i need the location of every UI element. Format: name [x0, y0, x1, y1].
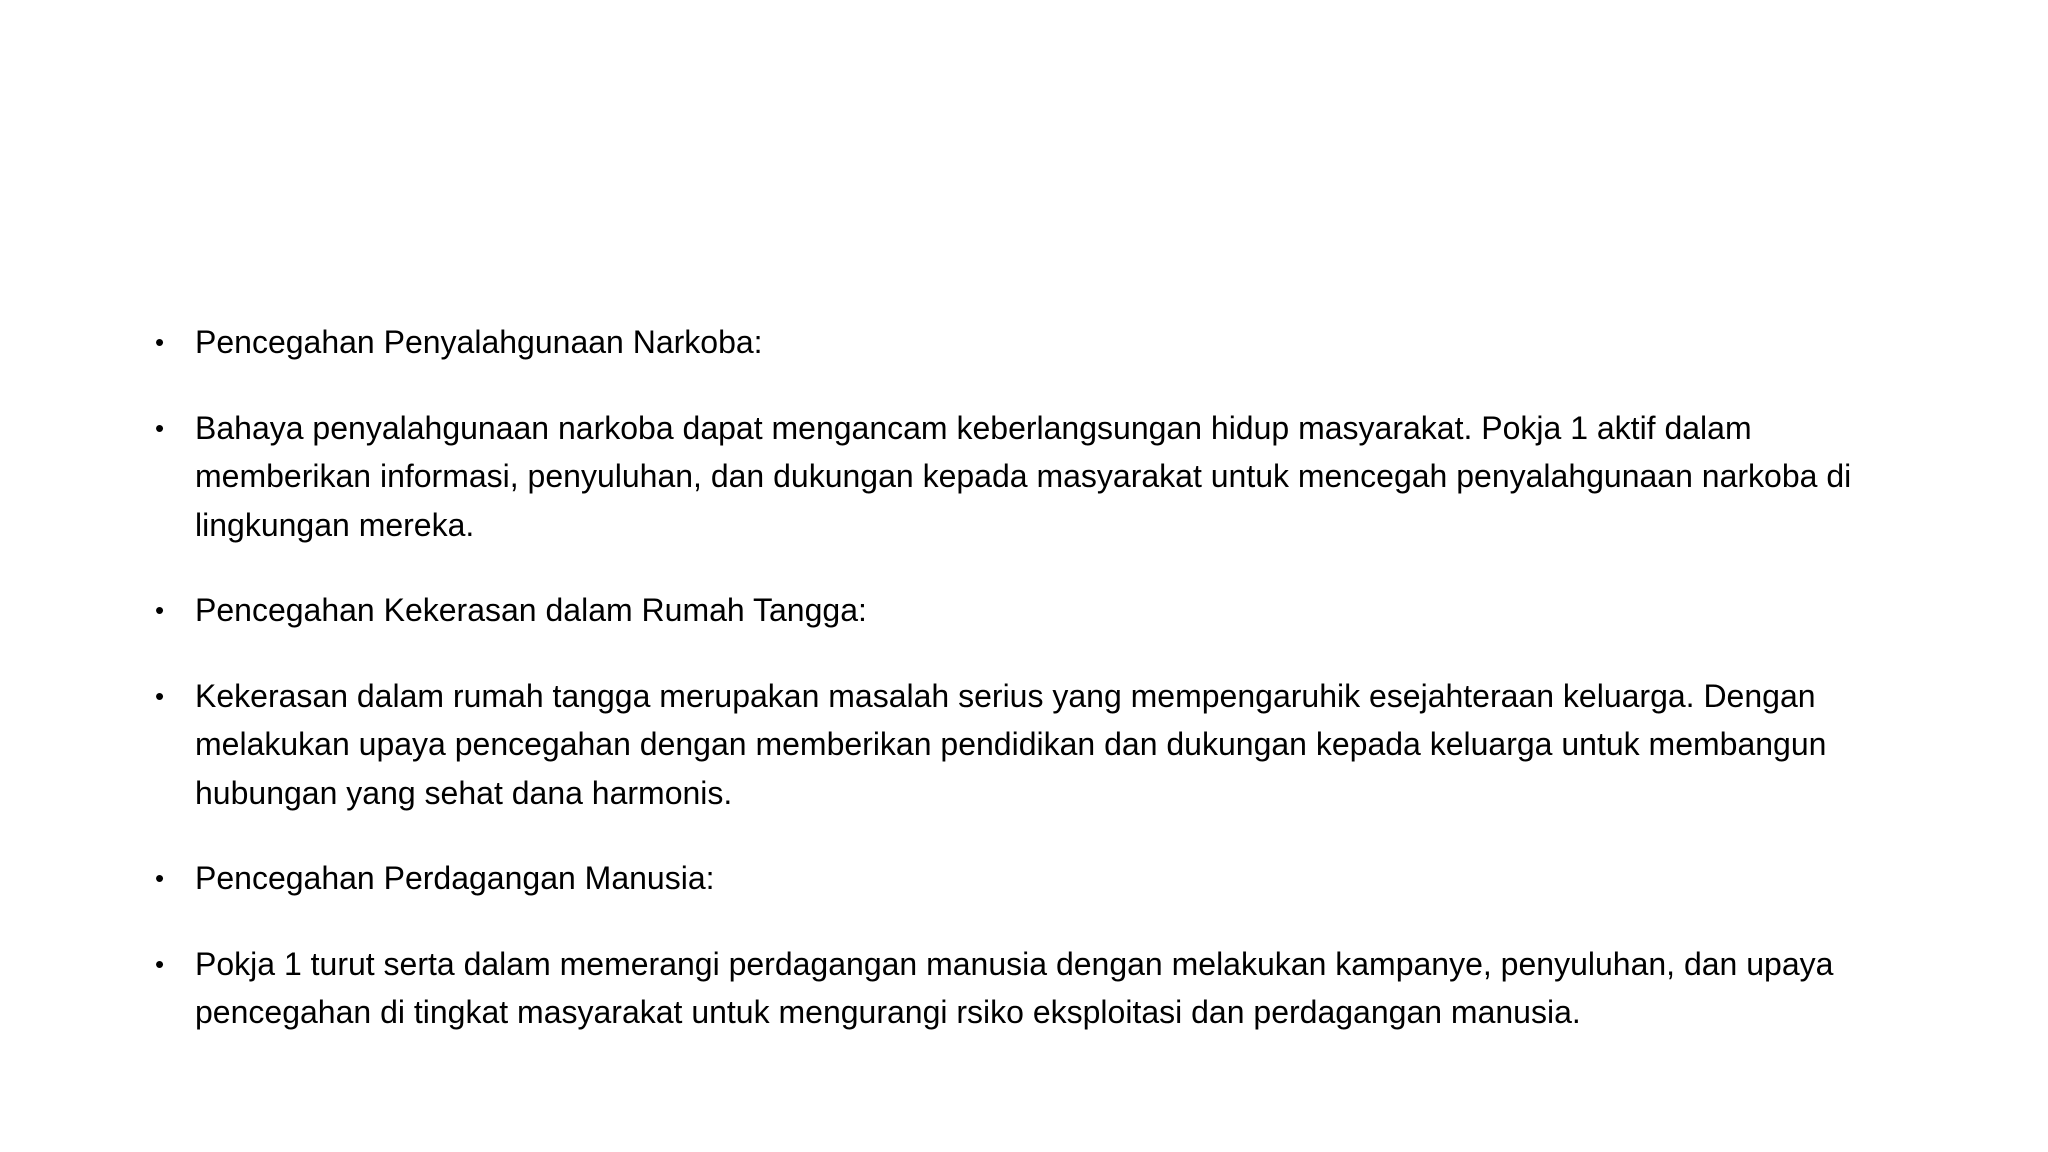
bullet-item-narkoba-heading — [155, 318, 1915, 367]
bullet-text: Pencegahan Kekerasan dalam Rumah Tangga: — [195, 592, 867, 628]
bullet-item-trafficking-body — [155, 940, 1915, 1037]
bullet-item-kdrt-body — [155, 672, 1915, 818]
bullet-text: Pencegahan Perdagangan Manusia: — [195, 860, 715, 896]
bullet-dot-icon: • — [155, 948, 165, 979]
bullet-dot-icon: • — [155, 595, 165, 625]
bullet-text: Pokja 1 turut serta dalam memerangi perdagangan manusia dengan melakukan kampanye, penyuluhan, dan upaya pencegahan di tingkat masyarakat untuk mengurangi rsiko eksploitasi dan perdagangan manusia. — [195, 945, 1834, 1030]
bullet-dot-icon: • — [155, 680, 165, 711]
bullet-item-kdrt-heading — [155, 586, 1915, 635]
bullet-text: Pencegahan Penyalahgunaan Narkoba: — [195, 324, 763, 360]
bullet-item-trafficking-heading — [155, 854, 1915, 903]
bullet-dot-icon: • — [155, 863, 165, 893]
bullet-dot-icon: • — [155, 327, 165, 357]
bullet-list — [155, 318, 1915, 1037]
bullet-text: Bahaya penyalahgunaan narkoba dapat mengancam keberlangsungan hidup masyarakat. Pokja 1 aktif dalam memberikan informasi, penyuluhan, dan dukungan kepada masyarakat untuk mencegah penyalahgunaan narkoba di lingkungan mereka. — [195, 409, 1852, 543]
bullet-dot-icon: • — [155, 412, 165, 443]
bullet-item-narkoba-body — [155, 404, 1915, 550]
bullet-text: Kekerasan dalam rumah tangga merupakan masalah serius yang mempengaruhik esejahteraan keluarga. Dengan melakukan upaya pencegahan dengan memberikan pendidikan dan dukungan kepada keluarga untuk membangun hubungan yang sehat dana harmonis. — [195, 677, 1827, 811]
